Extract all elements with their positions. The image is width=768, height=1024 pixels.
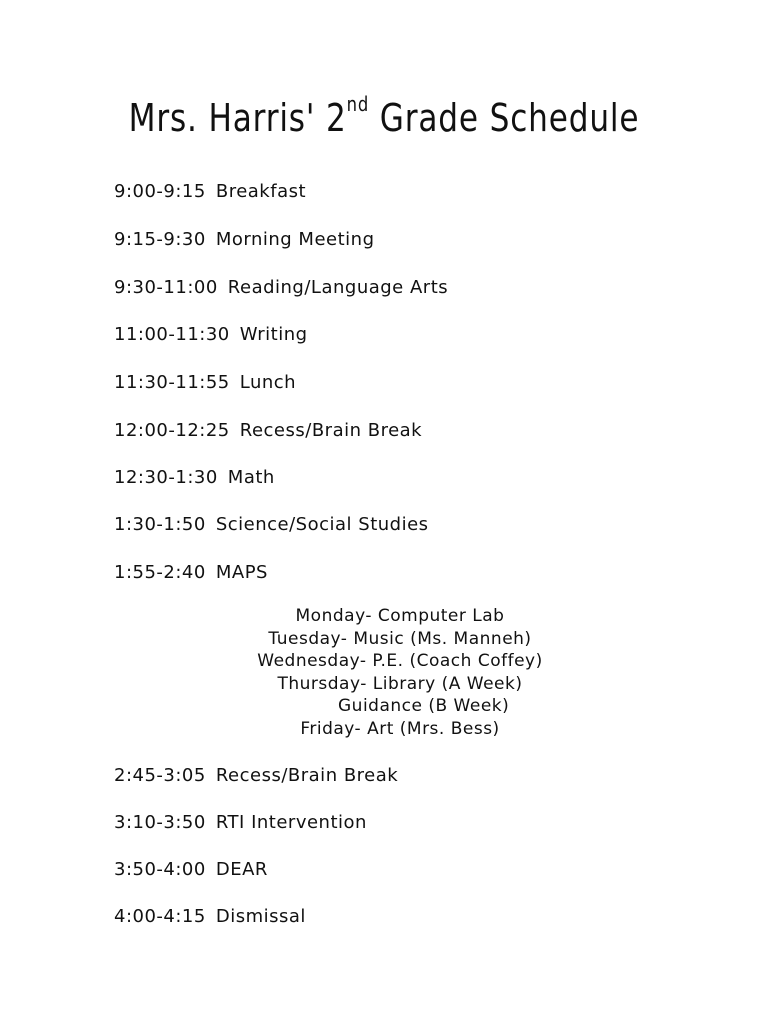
maps-day-wednesday: Wednesday- P.E. (Coach Coffey) (257, 651, 543, 671)
schedule-row (114, 420, 422, 441)
schedule-activity: Morning Meeting (215, 229, 375, 250)
title-main: Mrs. Harris' 2 (128, 96, 347, 140)
schedule-activity: Writing (239, 324, 308, 345)
schedule-activity: Reading/Language Arts (227, 277, 449, 298)
schedule-activity: Breakfast (215, 181, 307, 202)
schedule-row (114, 181, 306, 202)
maps-day-monday: Monday- Computer Lab (295, 606, 505, 626)
schedule-row (114, 324, 308, 345)
schedule-time: 2:45-3:05 (114, 765, 206, 786)
schedule-time: 3:50-4:00 (114, 859, 206, 880)
maps-day-tuesday: Tuesday- Music (Ms. Manneh) (268, 628, 532, 649)
schedule-time: 9:30-11:00 (114, 277, 218, 298)
schedule-activity: Recess/Brain Break (239, 420, 423, 441)
maps-day-thursday-alt: Guidance (B Week) (338, 696, 510, 716)
schedule-row (114, 562, 268, 583)
schedule-time: 3:10-3:50 (114, 812, 206, 833)
schedule-time: 9:00-9:15 (114, 181, 206, 202)
schedule-row (114, 514, 429, 535)
schedule-time: 9:15-9:30 (114, 229, 206, 250)
schedule-row (114, 859, 268, 880)
schedule-activity: Lunch (239, 372, 297, 393)
schedule-activity: Recess/Brain Break (215, 765, 399, 786)
schedule-row (114, 372, 296, 393)
schedule-time: 12:30-1:30 (114, 467, 218, 488)
schedule-row (114, 229, 375, 250)
schedule-time: 1:30-1:50 (114, 514, 206, 535)
schedule-time: 1:55-2:40 (114, 562, 206, 583)
schedule-activity: DEAR (215, 859, 268, 880)
maps-day-friday: Friday- Art (Mrs. Bess) (300, 718, 500, 739)
schedule-row (114, 906, 306, 927)
schedule-activity: Science/Social Studies (215, 514, 429, 535)
schedule-time: 11:30-11:55 (114, 372, 230, 393)
maps-rotation (230, 605, 570, 740)
title-rest: Grade Schedule (369, 96, 640, 140)
schedule-time: 4:00-4:15 (114, 906, 206, 927)
schedule-time: 11:00-11:30 (114, 324, 230, 345)
schedule-activity: MAPS (215, 562, 268, 583)
maps-day-thursday: Thursday- Library (A Week) (277, 673, 523, 694)
schedule-row (114, 277, 448, 298)
schedule-row (114, 812, 367, 833)
schedule-activity: RTI Intervention (215, 812, 367, 833)
schedule-activity: Dismissal (215, 906, 306, 927)
schedule-time: 12:00-12:25 (114, 420, 230, 441)
schedule-row (114, 765, 398, 786)
schedule-row (114, 467, 275, 488)
title-superscript: nd (346, 92, 370, 117)
schedule-activity: Math (227, 467, 275, 488)
page-title (69, 92, 699, 140)
